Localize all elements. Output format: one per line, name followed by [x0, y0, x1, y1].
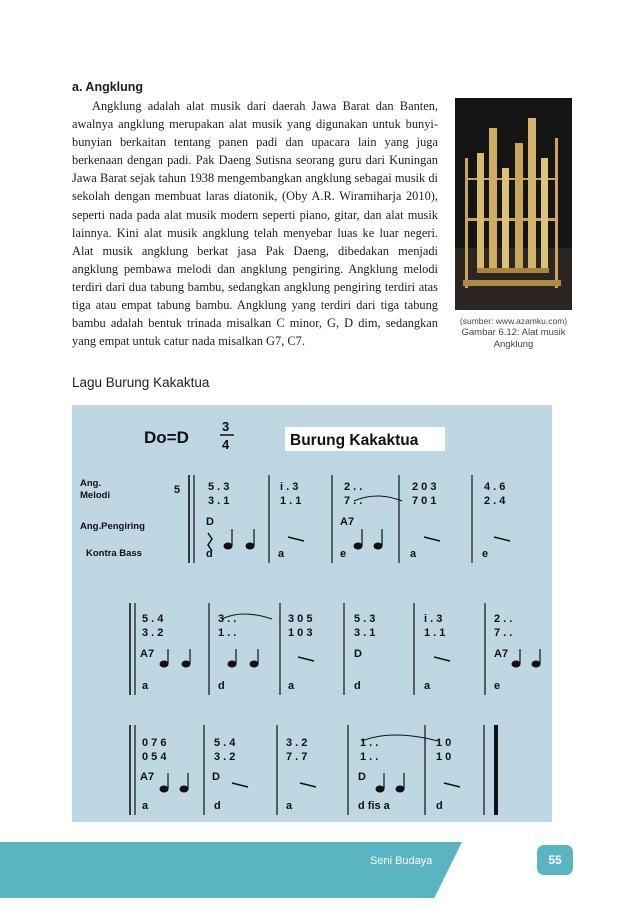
row1-m1-top: 5 . 3	[208, 481, 230, 493]
row1-m4-bot: 7 0 1	[412, 495, 437, 507]
row1-m1-bot: 3 . 1	[208, 495, 230, 507]
row3-m2-bot: 3 . 2	[214, 751, 236, 763]
row3-bass-5: d	[436, 800, 443, 812]
row3-bass-1: a	[142, 800, 149, 812]
row2-bass-6: e	[494, 680, 501, 692]
row1-lead: 5	[174, 484, 181, 496]
row3-m3-top: 3 . 2	[286, 737, 308, 749]
row1-m2-top: i . 3	[280, 481, 299, 493]
part-label-ang: Ang.	[80, 478, 102, 489]
row1-chord-3: A7	[340, 516, 355, 528]
row2-m6-top: 2 . .	[494, 613, 513, 625]
row1-m2-bot: 1 . 1	[280, 495, 302, 507]
page-number: 55	[537, 845, 573, 875]
row2-m3-bot: 1 0 3	[288, 627, 313, 639]
row3-m1-top: 0 7 6	[142, 737, 167, 749]
row2-m5-top: i . 3	[424, 613, 443, 625]
row2-m6-bot: 7 . .	[494, 627, 513, 639]
row2-bass-4: d	[354, 680, 361, 692]
part-label-bass: Kontra Bass	[86, 548, 142, 559]
figure-source: (sumber: www.azamku.com)	[459, 316, 568, 326]
row3-bass-4: d fis a	[358, 800, 390, 812]
row3-m4-top: 1 . .	[360, 737, 379, 749]
row3-bars	[204, 725, 496, 815]
row1-m3-top: 2 . .	[344, 481, 363, 493]
row2-bass-1: a	[142, 680, 149, 692]
row3-chord-2: D	[212, 771, 220, 783]
row1-bass-5: e	[482, 548, 489, 560]
row2-m4-bot: 3 . 1	[354, 627, 376, 639]
row2-chord-4: D	[354, 648, 362, 660]
row3-bass-3: a	[286, 800, 293, 812]
row1-bass-4: a	[410, 548, 417, 560]
song-heading: Lagu Burung Kakaktua	[72, 375, 210, 390]
row1-chord-1: D	[206, 516, 214, 528]
figure-caption-text: Gambar 6.12: Alat musik Angklung	[461, 327, 566, 350]
footer-book-title: Seni Budaya	[370, 855, 433, 867]
row2-bass-5: a	[424, 680, 431, 692]
row2-chord-6: A7	[494, 648, 509, 660]
row1-bars	[269, 475, 472, 563]
row3-m5-top: 1 0	[436, 737, 452, 749]
score-canvas	[72, 405, 552, 822]
angklung-illustration	[455, 98, 572, 310]
row3-m1-bot: 0 5 4	[142, 751, 167, 763]
row2-m2-bot: 1 . .	[218, 627, 237, 639]
row1-accomp-marks	[208, 529, 510, 551]
row3-chord-4: D	[358, 771, 366, 783]
row1-bass-1: d	[206, 548, 213, 560]
angklung-paragraph: Angklung adalah alat musik dari daerah Jawa Barat dan Banten, awalnya angklung merupakan alat musik yang digunakan untuk bunyi-bunyian berkaitan tentang panen padi dan upacara lain yang juga berkenaan dengan padi. Pak Daeng Sutisna seorang guru dari Kuningan Jawa Barat sejak tahun 1938 mengembangkan angklung sebagai musik di sekolah dengan membuat laras diatonik, (Oby A.R. Wiramiharja 2010), seperti nada pada alat musik modern seperti piano, gitar, dan alat musik lainnya. Kini alat musik angklung telah menyebar luas ke luar negeri. Alat musik angklung berkat jasa Pak Daeng, dibedakan menjadi angklung pembawa melodi dan angklung pengiring. Angklung melodi terdiri dari dua tabung bambu, sedangkan angklung pengiring terdiri atas tiga atau empat tabung bambu. Angklung yang terdiri dari tiga tabung bambu adalah bentuk trinada misalkan C minor, G, D dim, sedangkan yang empat untuk catur nada misalkan G7, C7.	[72, 99, 438, 349]
row1-bass-3: e	[340, 548, 347, 560]
score-key: Do=D	[144, 428, 189, 447]
row2-m1-bot: 3 . 2	[142, 627, 164, 639]
row1-m5-top: 4 . 6	[484, 481, 506, 493]
row2-m1-top: 5 . 4	[142, 613, 164, 625]
row1-bass-2: a	[278, 548, 285, 560]
time-signature-bottom: 4	[222, 437, 230, 452]
row2-chord-1: A7	[140, 648, 155, 660]
row3-accomp-marks	[160, 773, 460, 792]
row2-accomp-marks	[160, 649, 540, 667]
figure-caption	[452, 316, 575, 351]
row3-m4-bot: 1 . .	[360, 751, 379, 763]
time-signature-top: 3	[222, 419, 230, 434]
row1-m4-top: 2 0 3	[412, 481, 437, 493]
row2-m4-top: 5 . 3	[354, 613, 376, 625]
footer-band	[0, 842, 462, 898]
section-title: a. Angklung	[72, 80, 144, 94]
part-label-melodi: Melodi	[80, 490, 111, 501]
row2-bass-3: a	[288, 680, 295, 692]
row1-m3-bot: 7 . .	[344, 495, 363, 507]
row3-bass-2: d	[214, 800, 221, 812]
angklung-photo	[455, 98, 572, 310]
music-score	[72, 405, 552, 822]
row2-bass-2: d	[218, 680, 225, 692]
row3-m3-bot: 7 . 7	[286, 751, 308, 763]
row1-m5-bot: 2 . 4	[484, 495, 506, 507]
row2-bars	[209, 603, 485, 695]
row2-m2-top: 3 . .	[218, 613, 237, 625]
row3-chord-1: A7	[140, 771, 155, 783]
row3-m2-top: 5 . 4	[214, 737, 236, 749]
row2-m5-bot: 1 . 1	[424, 627, 446, 639]
part-label-pengiring: Ang.Pengiring	[80, 521, 145, 532]
row3-m5-bot: 1 0	[436, 751, 452, 763]
row2-m3-top: 3 0 5	[288, 613, 313, 625]
score-title: Burung Kakaktua	[290, 432, 419, 449]
